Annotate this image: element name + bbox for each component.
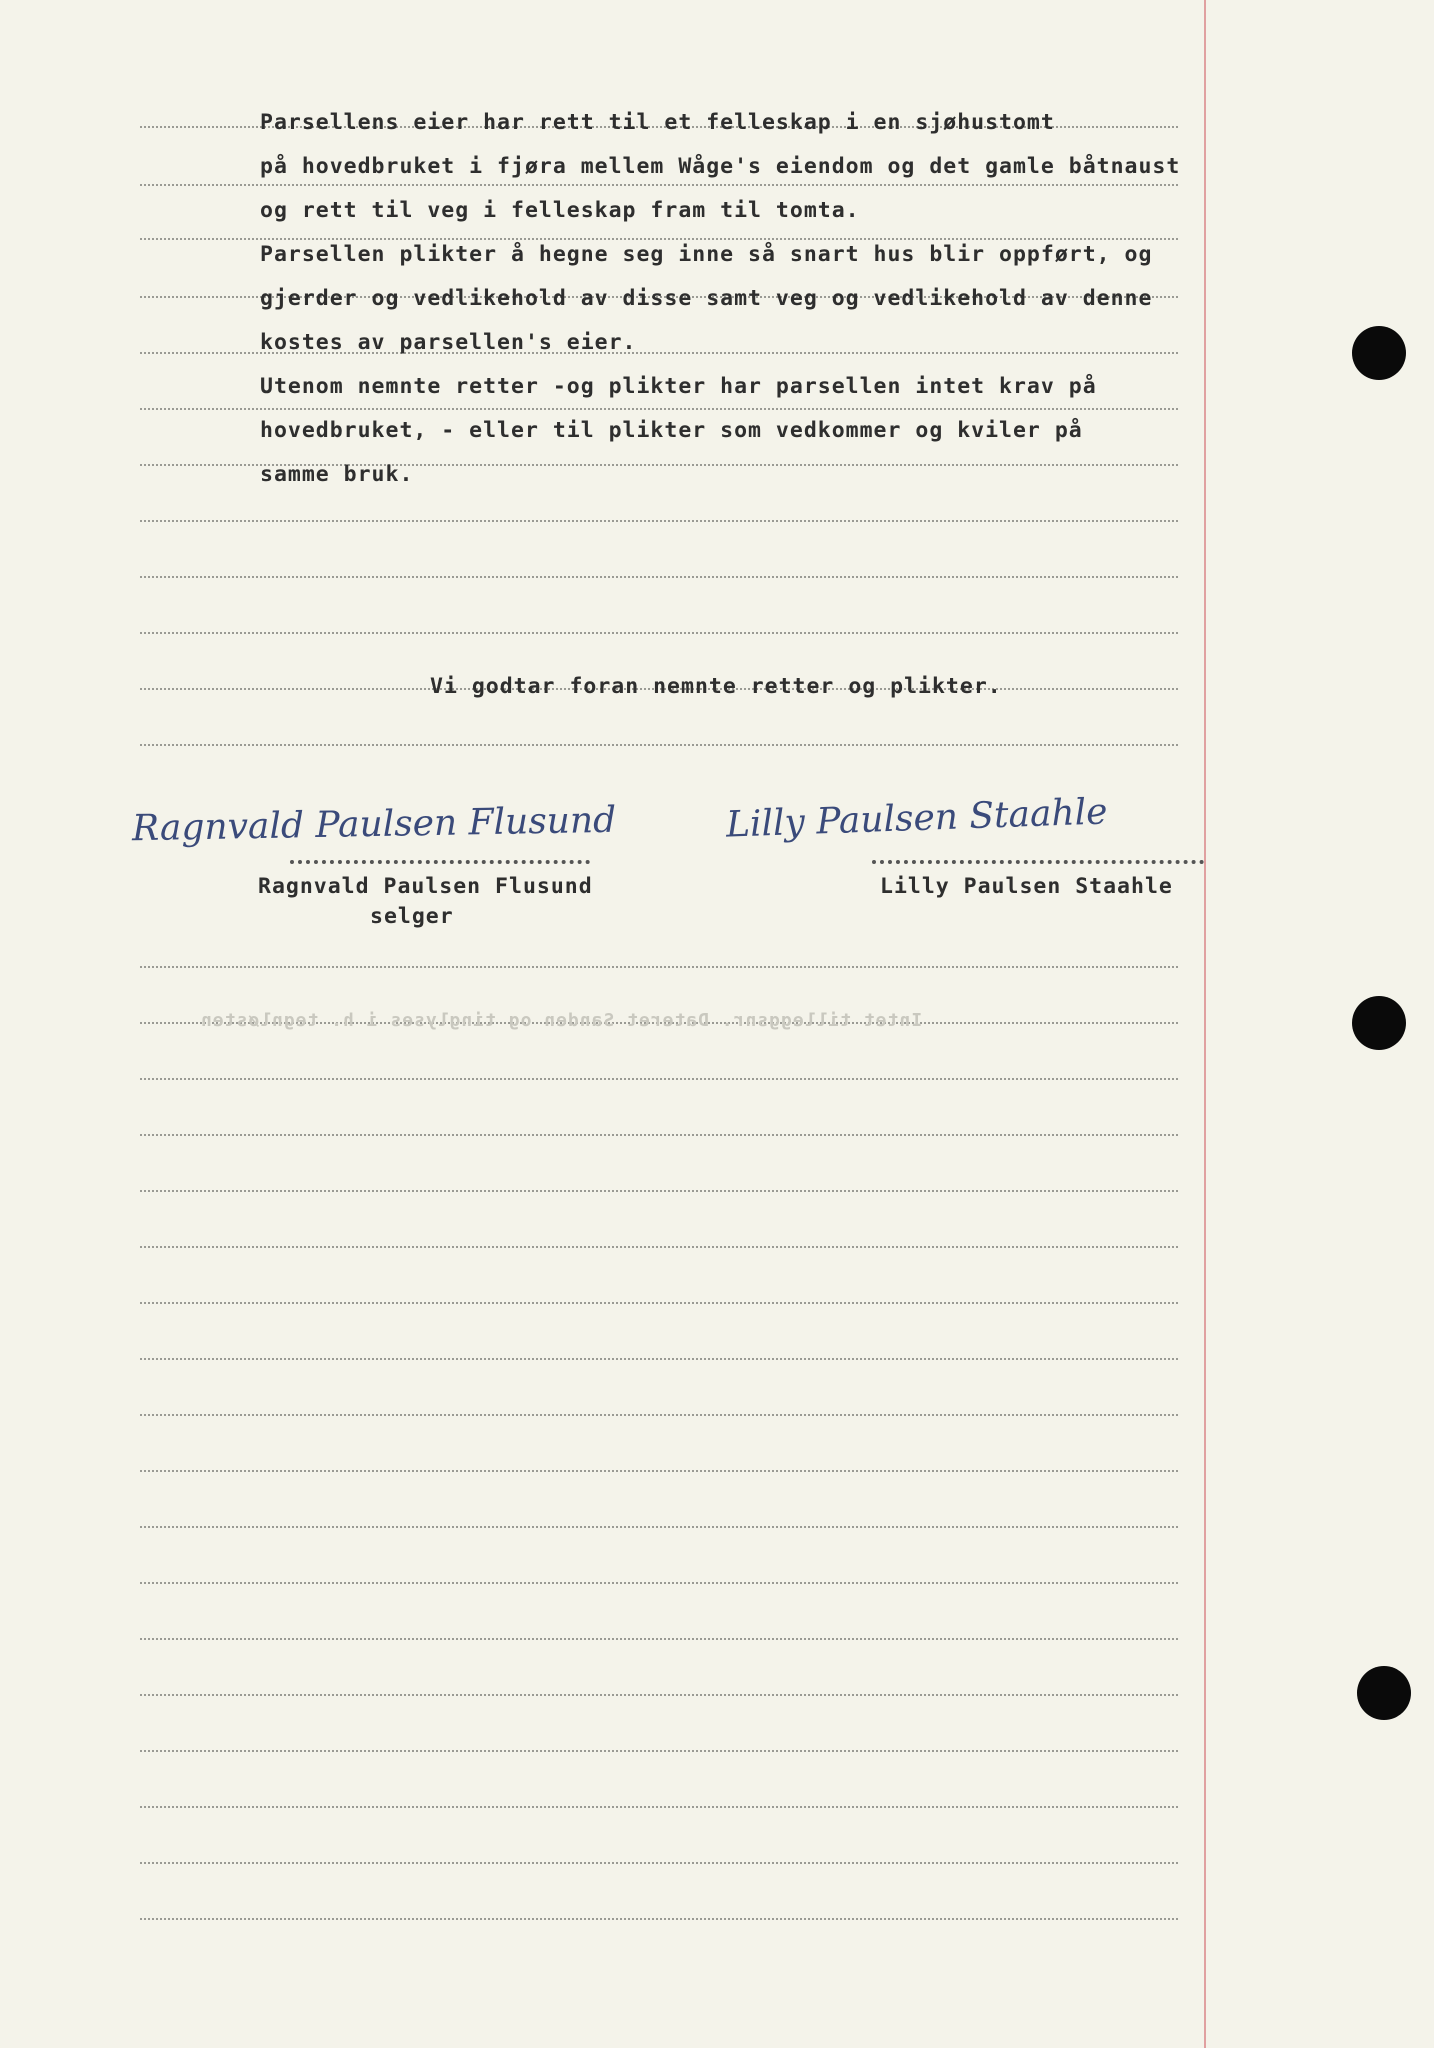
ruled-line	[140, 1358, 1178, 1360]
ruled-line	[140, 1582, 1178, 1584]
acceptance-statement: Vi godtar foran nemnte retter og plikter.	[430, 674, 1002, 699]
ruled-line	[140, 1806, 1178, 1808]
bleed-through-text: Intet tilleggsnr. Dateret Sanden og tinglyses i h. tegnløsten	[200, 1010, 923, 1031]
ruled-line	[140, 1526, 1178, 1528]
paragraph-line: hovedbruket, - eller til plikter som vedkommer og kviler på	[260, 418, 1083, 443]
paragraph-line: Utenom nemnte retter -og plikter har parsellen intet krav på	[260, 374, 1097, 399]
margin-line	[1204, 0, 1206, 2048]
ruled-line	[140, 1694, 1178, 1696]
paragraph-line: kostes av parsellen's eier.	[260, 330, 637, 355]
ruled-line	[140, 1638, 1178, 1640]
ruled-line	[140, 1302, 1178, 1304]
seller-role: selger	[370, 904, 454, 929]
ruled-line	[140, 1078, 1178, 1080]
ruled-line	[140, 1246, 1178, 1248]
seller-typed-name: Ragnvald Paulsen Flusund	[258, 874, 593, 899]
ruled-line	[140, 1918, 1178, 1920]
ruled-line	[140, 1750, 1178, 1752]
binder-hole	[1352, 326, 1406, 380]
buyer-typed-name: Lilly Paulsen Staahle	[880, 874, 1173, 899]
ruled-line	[140, 408, 1178, 410]
ruled-line	[140, 966, 1178, 968]
buyer-signature: Lilly Paulsen Staahle	[725, 791, 1109, 846]
ruled-line	[140, 520, 1178, 522]
buyer-signature-line	[872, 860, 1204, 864]
paragraph-line: gjerder og vedlikehold av disse samt veg og vedlikehold av denne	[260, 286, 1153, 311]
ruled-line	[140, 744, 1178, 746]
paragraph-line: Parsellen plikter å hegne seg inne så snart hus blir oppført, og	[260, 242, 1153, 267]
ruled-line	[140, 576, 1178, 578]
ruled-line	[140, 1134, 1178, 1136]
paragraph-line: Parsellens eier har rett til et felleskap i en sjøhustomt	[260, 110, 1055, 135]
binder-hole	[1357, 1666, 1411, 1720]
seller-signature-line	[290, 860, 590, 864]
ruled-line	[140, 632, 1178, 634]
seller-signature: Ragnvald Paulsen Flusund	[131, 799, 617, 850]
ruled-line	[140, 238, 1178, 240]
ruled-line	[140, 184, 1178, 186]
binder-hole	[1352, 996, 1406, 1050]
ruled-line	[140, 1470, 1178, 1472]
ruled-line	[140, 1190, 1178, 1192]
ruled-line	[140, 1862, 1178, 1864]
paragraph-line: samme bruk.	[260, 462, 414, 487]
ruled-line	[140, 1414, 1178, 1416]
paragraph-line: på hovedbruket i fjøra mellem Wåge's eiendom og det gamle båtnaust	[260, 154, 1181, 179]
paragraph-line: og rett til veg i felleskap fram til tomta.	[260, 198, 860, 223]
